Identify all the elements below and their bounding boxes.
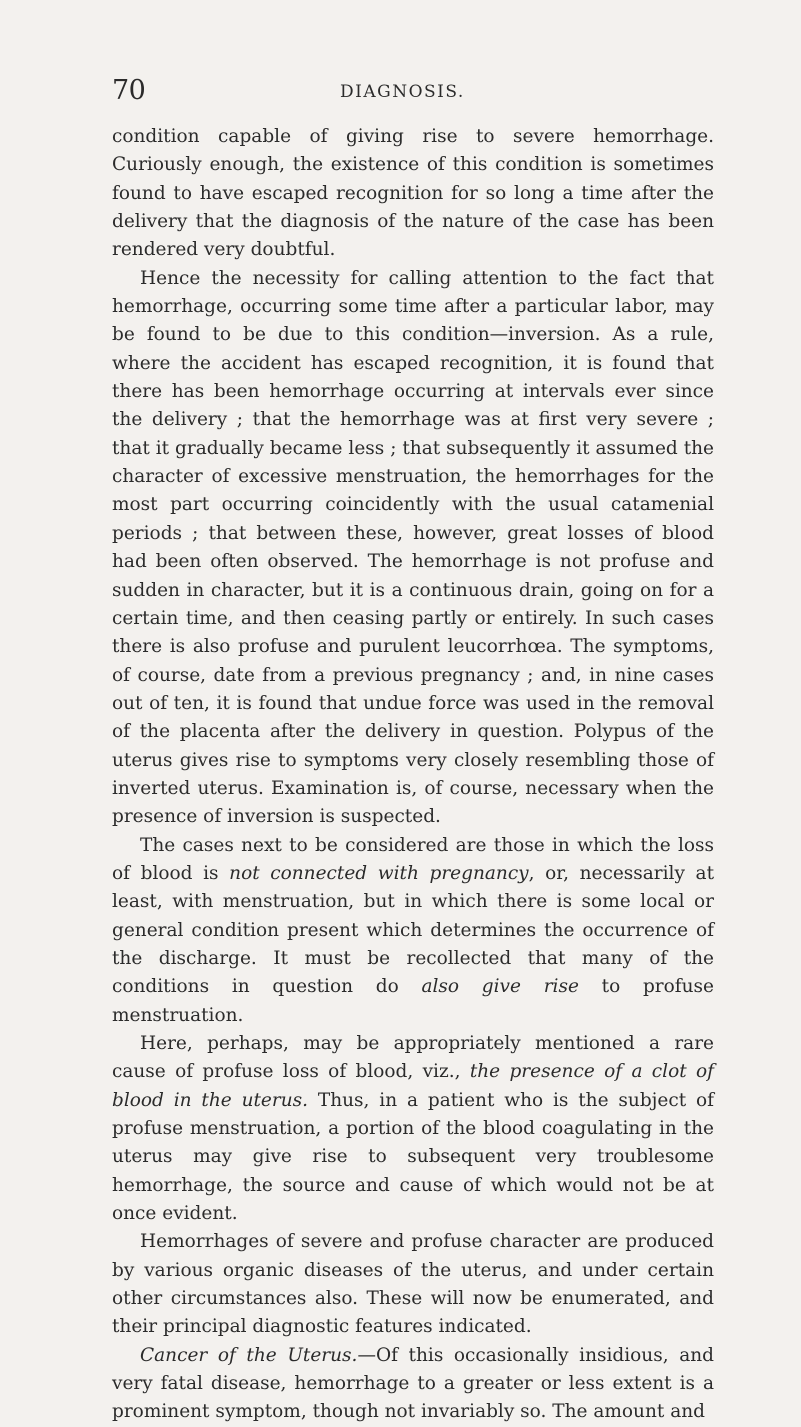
- paragraph: [112, 832, 714, 1030]
- text-run: Hemorrhages of severe and profuse character are produced by various organic diseases of the uterus, and under certain other circumstances also. These will now be enumerated, and their principal diagnostic features indicated.: [112, 1231, 714, 1338]
- page-number: 70: [112, 75, 146, 106]
- text-run: to profuse menstruation.: [112, 976, 714, 1026]
- paragraph: [112, 1030, 714, 1228]
- paragraph: [112, 123, 714, 265]
- italic-text: also give rise: [421, 976, 579, 998]
- italic-text: the presence of a clot of blood in the uterus.: [112, 1061, 714, 1111]
- text-run: Thus, in a patient who is the subject of profuse menstruation, a portion of the blood coagulating in the uterus may give rise to subsequent very troublesome hemorrhage, the source and cause of which would not be at once evident.: [112, 1089, 714, 1225]
- body-text: [112, 123, 714, 1427]
- text-run: condition capable of giving rise to severe hemorrhage. Curiously enough, the existence of this condition is sometimes found to have escaped recognition for so long a time after the delivery that the diagnosis of the nature of the case has been rendered very doubtful.: [112, 126, 714, 261]
- text-run: Here, perhaps, may be appropriately mentioned a rare cause of profuse loss of blood, viz.,: [112, 1033, 714, 1083]
- text-run: —Of this occasionally insidious, and very fatal disease, hemorrhage to a greater or less extent is a prominent symptom, though not invariably so. The amount and: [112, 1344, 714, 1423]
- text-run: Hence the necessity for calling attention to the fact that hemorrhage, occurring some time after a particular labor, may be found to be due to this condition—inversion. As a rule, where the accident has escaped recognition, it is found that there has been hemorrhage occurring at intervals ever since the delivery ; that the hemorrhage was at first very severe ; that it gradually became less ; that subsequently it assumed the character of excessive menstruation, the hemorrhages for the most part occurring coincidently with the usual catamenial periods ; that between these, however, great losses of blood had been often observed. The hemorrhage is not profuse and sudden in character, but it is a continuous drain, going on for a certain time, and then ceasing partly or entirely. In such cases there is also profuse and purulent leucorrhœa. The symptoms, of course, date from a previous pregnancy ; and, in nine cases out of ten, it is found that undue force was used in the removal of the placenta after the delivery in question. Polypus of the uterus gives rise to symptoms very closely resembling those of inverted uterus. Examination is, of course, necessary when the presence of inversion is suspected.: [112, 267, 714, 828]
- running-head: DIAGNOSIS.: [340, 82, 465, 102]
- page-header: [112, 76, 692, 106]
- paragraph: [112, 1342, 714, 1427]
- paragraph: [112, 265, 714, 832]
- italic-text: Cancer of the Uterus.: [140, 1344, 358, 1366]
- text-run: , or, necessarily at least, with menstruation, but in which there is some local or general condition present which determines the occurrence of the discharge. It must be recollected that many of the conditions in question do: [112, 862, 715, 998]
- italic-text: not connected with pregnancy: [229, 862, 529, 884]
- text-run: The cases next to be considered are those in which the loss of blood is: [112, 834, 714, 884]
- paragraph: [112, 1228, 714, 1341]
